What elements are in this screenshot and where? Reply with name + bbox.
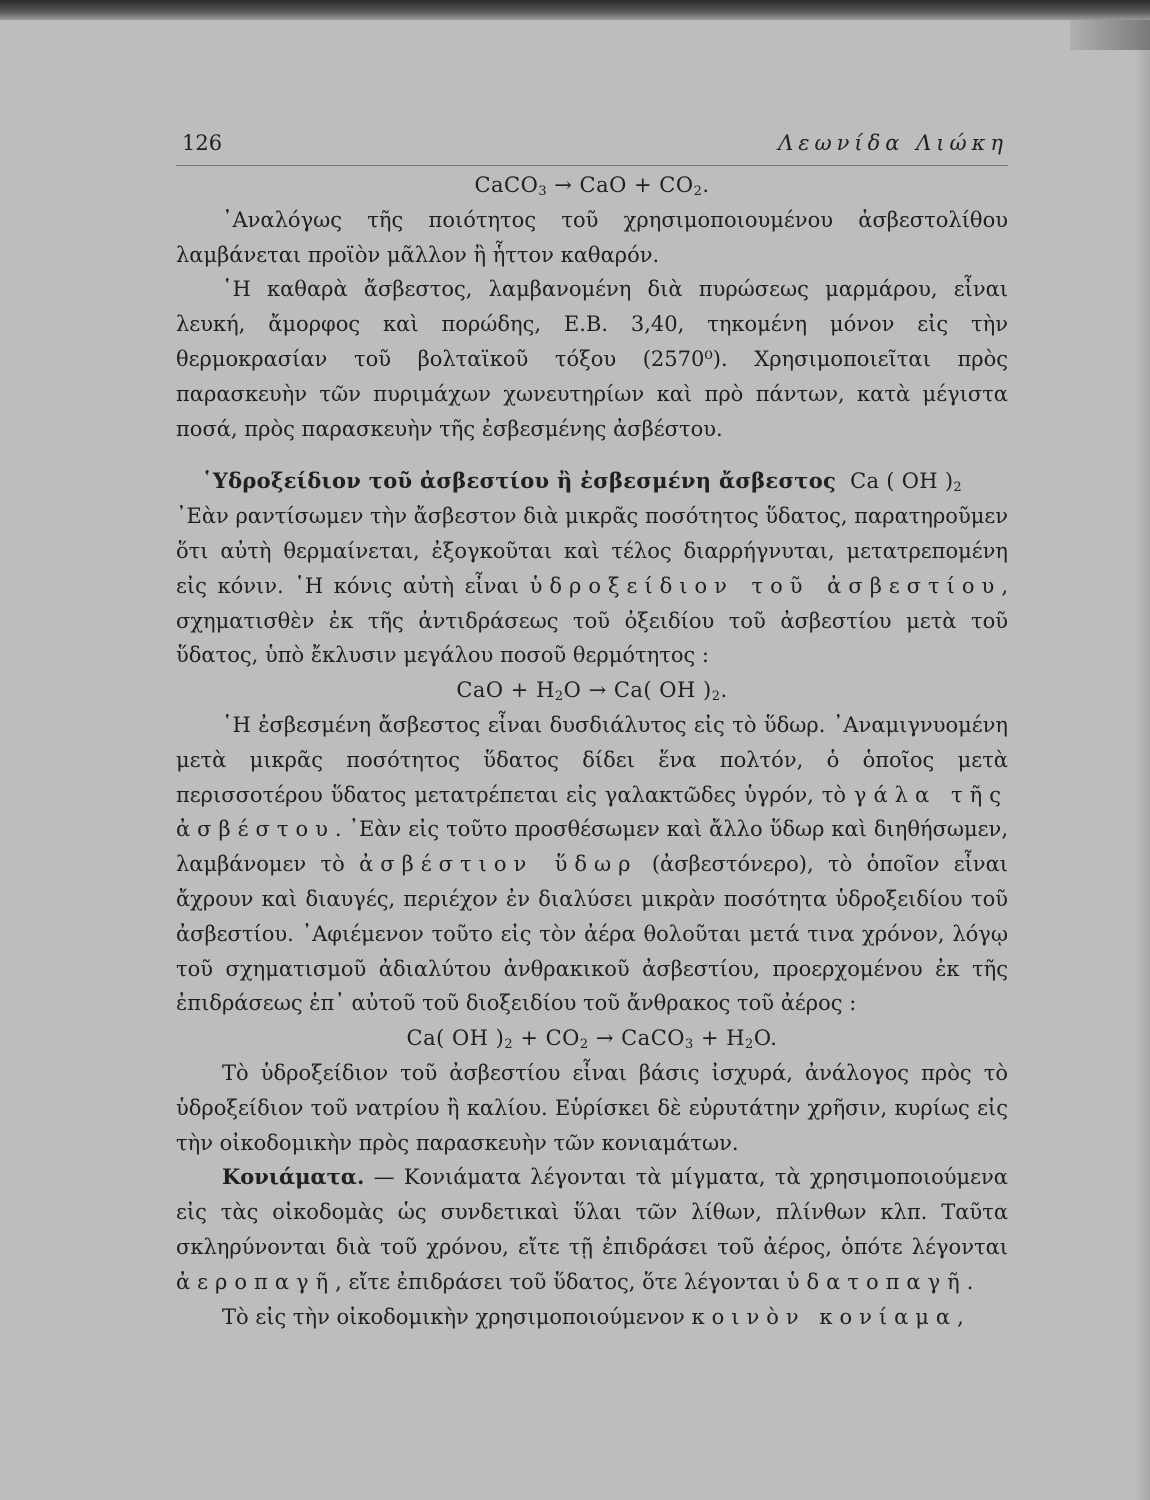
scan-border-top [0, 0, 1150, 20]
paragraph: ᾿Αναλόγως τῆς ποιότητος τοῦ χρησιμοποιουμένου ἀσβεστολίθου λαμβάνεται προϊὸν μᾶλλον ἢ ἧττον καθαρόν. [176, 207, 1008, 267]
book-page [176, 125, 1008, 1455]
page-header [176, 125, 1008, 166]
inline-heading: Κονιάματα. [222, 1164, 365, 1190]
spaced-term: ἀσβέστιον ὕδωρ [359, 852, 638, 877]
section-heading: ῾Υδροξείδιον τοῦ ἀσβεστίου ἢ ἐσβεσμένη ἄσβεστος Ca ( OH )$_2$ [202, 468, 962, 496]
equation-slaking: CaO + $H_2O \to Ca$( OH )$_2$. [456, 678, 728, 705]
section-formula: Ca ( OH )$_2$ [850, 469, 962, 496]
page-number: 126 [182, 131, 223, 155]
spaced-term: κοινὸν κονίαμα [691, 1304, 958, 1329]
equation-calcination: CaCO$_3$ → CaO + $CO_2$. [474, 173, 710, 199]
paragraph: Τὸ εἰς τὴν οἰκοδομικὴν χρησιμοποιούμενον κοινὸν κονίαμα, [222, 1304, 964, 1329]
scan-border-right [1136, 50, 1150, 1500]
scan-corner [1070, 20, 1150, 50]
spaced-term: ἀεροπαγῆ [176, 1269, 336, 1294]
paragraph: ῾Η ἐσβεσμένη ἄσβεστος εἶναι δυσδιάλυτος εἰς τὸ ὕδωρ. ᾿Αναμιγνυομένη μετὰ μικρᾶς ποσότητος ὕδατος δίδει ἕνα πολτόν, ὁ ὁποῖος μετὰ περισσοτέρου ὕδατος μετατρέπεται εἰς γαλακτῶδες ὑγρόν, τὸ γάλα τῆς ἀσβέστου. ᾿Εὰν εἰς τοῦτο προσθέσωμεν καὶ ἄλλο ὕδωρ καὶ διηθήσωμεν, λαμβάνομεν τὸ ἀσβέστιον ὕδωρ (ἀσβεστόνερο), τὸ ὁποῖον εἶναι ἄχρουν καὶ διαυγές, περιέχον ἐν διαλύσει μικρὰν ποσότητα ὑδροξειδίου τοῦ ἀσβεστίου. ᾿Αφιέμενον τοῦτο εἰς τὸν ἀέρα θολοῦται μετά τινα χρόνον, λόγῳ τοῦ σχηματισμοῦ ἀδιαλύτου ἀνθρακικοῦ ἀσβεστίου, προερχομένου ἐκ τῆς ἐπιδράσεως ἐπ᾿ αὐτοῦ τοῦ διοξειδίου τοῦ ἄνθρακος τοῦ ἀέρος : [176, 712, 1008, 1016]
body-text [176, 168, 1008, 1334]
spaced-term: ὑδροξείδιον τοῦ ἀσβεστίου [529, 573, 1002, 598]
equation-carbonation: Ca( OH )$_2 + CO_2$ → CaCO$_3$ + $H_2O$. [406, 1026, 778, 1053]
spaced-term: ὑδατοπαγῆ [786, 1269, 967, 1294]
running-head: Λεωνίδα Λιώκη [778, 131, 1008, 155]
paragraph: ᾿Εὰν ραντίσωμεν τὴν ἄσβεστον διὰ μικρᾶς ποσότητος ὕδατος, παρατηροῦμεν ὅτι αὐτὴ θερμαίνεται, ἐξογκοῦται καὶ τέλος διαρρήγνυται, μετατρεπομένη εἰς κόνιν. ῾Η κόνις αὐτὴ εἶναι ὑδροξείδιον τοῦ ἀσβεστίου, σχηματισθὲν ἐκ τῆς ἀντιδράσεως τοῦ ὀξειδίου τοῦ ἀσβεστίου μετὰ τοῦ ὕδατος, ὑπὸ ἔκλυσιν μεγάλου ποσοῦ θερμότητος : [176, 504, 1009, 668]
paragraph: Τὸ ὑδροξείδιον τοῦ ἀσβεστίου εἶναι βάσις ἰσχυρά, ἀνάλογος πρὸς τὸ ὑδροξείδιον τοῦ νατρίου ἢ καλίου. Εὑρίσκει δὲ εὐρυτάτην χρῆσιν, κυρίως εἰς τὴν οἰκοδομικὴν πρὸς παρασκευὴν τῶν κονιαμάτων. [176, 1060, 1008, 1155]
spaced-term: γάλα τῆς ἀσβέστου [176, 782, 1008, 842]
paragraph: ῾Η καθαρὰ ἄσβεστος, λαμβανομένη διὰ πυρώσεως μαρμάρου, εἶναι λευκή, ἄμορφος καὶ πορώδης, Ε.Β. 3,40, τηκομένη μόνον εἰς τὴν θερμοκρασίαν τοῦ βολταϊκοῦ τόξου (2570⁰). Χρησιμοποιεῖται πρὸς παρασκευὴν τῶν πυριμάχων χωνευτηρίων καὶ πρὸ πάντων, κατὰ μέγιστα ποσά, πρὸς παρασκευὴν τῆς ἐσβεσμένης ἀσβέστου. [176, 277, 1008, 441]
paragraph: Κονιάματα. — Κονιάματα λέγονται τὰ μίγματα, τὰ χρησιμοποιούμενα εἰς τὰς οἰκοδομὰς ὡς συνδετικαὶ ὕλαι τῶν λίθων, πλίνθων κλπ. Ταῦτα σκληρύνονται διὰ τοῦ χρόνου, εἴτε τῇ ἐπιδράσει τοῦ ἀέρος, ὁπότε λέγονται ἀεροπαγῆ, εἴτε ἐπιδράσει τοῦ ὕδατος, ὅτε λέγονται ὑδατοπαγῆ. [176, 1164, 1008, 1294]
